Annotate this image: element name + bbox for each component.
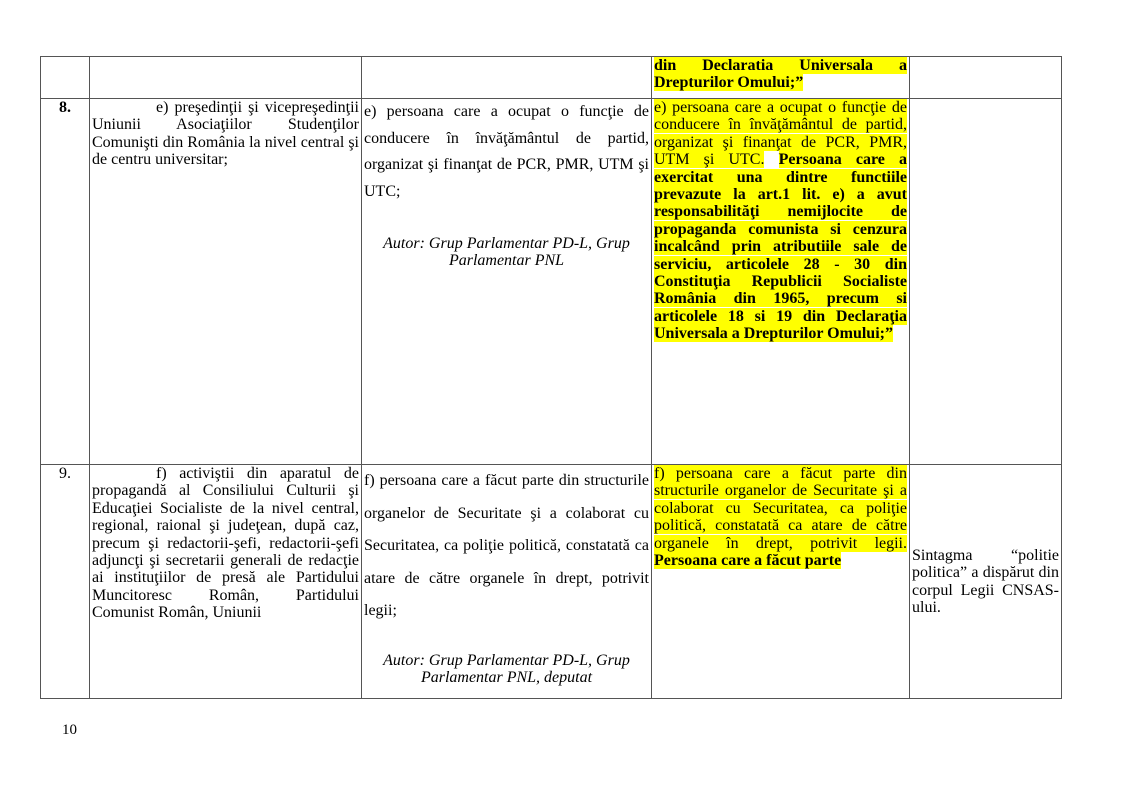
original-text: e) preşedinţii şi vicepreşedinţii Uniunii Asociaţiilor Studenţilor Comunişti din România la nivel central şi de centru universitar; <box>92 99 359 169</box>
proposed-text-cell <box>362 99 652 465</box>
committee-text: f) persoana care a făcut parte din structurile organelor de Securitate şi a colaborat cu Securitatea, ca poliţie politică, constatată ca atare de către organele în drept, potrivit legii. <box>654 465 907 552</box>
row-number: 8. <box>41 99 90 465</box>
committee-text-bold: Persoana care a făcut parte <box>654 552 842 570</box>
original-text-cell <box>90 99 362 465</box>
remarks-text: Sintagma “politie politica” a dispărut din corpul Legii CNSAS-ului. <box>912 546 1059 616</box>
number-cell <box>41 57 90 99</box>
author-note: Autor: Grup Parlamentar PD-L, Grup Parlamentar PNL, deputat <box>383 651 630 686</box>
proposed-text: e) persoana care a ocupat o funcţie de conducere în învăţământul de partid, organizat şi finanţat de PCR, PMR, UTM şi UTC; <box>364 103 649 200</box>
remarks-cell <box>910 57 1062 99</box>
amendments-table <box>40 56 1062 699</box>
committee-text-cell <box>652 465 910 699</box>
original-text-cell <box>90 57 362 99</box>
author-note: Autor: Grup Parlamentar PD-L, Grup Parlamentar PNL <box>383 235 630 270</box>
original-text-cell <box>90 465 362 699</box>
page-number: 10 <box>62 722 77 738</box>
original-text: f) activiştii din aparatul de propagandă al Consiliului Culturii şi Educaţiei Socialiste de la nivel central, regional, raional şi judeţean, după caz, precum şi redactorii-şefi, redactorii-şefi adjuncţi şi secretarii generali de redacţie ai instituţiilor de presă ale Partidului Muncitoresc Român, Partidului Comunist Român, Uniunii <box>92 465 359 622</box>
table-row <box>41 99 1062 465</box>
proposed-text: f) persoana care a făcut parte din structurile organelor de Securitate şi a colaborat cu Securitatea, ca poliţie politică, constatată ca atare de către organele în drept, potrivit legii; <box>364 472 649 619</box>
committee-text-cell <box>652 57 910 99</box>
committee-text-bold: Persoana care a exercitat una dintre functiile prevazute la art.1 lit. e) a avut responsabilităţi nemijlocite de propaganda comunista si cenzura incalcând prin atributiile sale de serviciu, articolele 28 - 30 din Constituţia Republicii Socialiste România din 1965, precum si articolele 18 si 19 din Declaraţia Universala a Drepturilor Omului;” <box>654 151 907 343</box>
committee-text-cell <box>652 99 910 465</box>
table-row <box>41 57 1062 99</box>
remarks-cell <box>910 99 1062 465</box>
proposed-text-cell <box>362 57 652 99</box>
proposed-text-cell <box>362 465 652 699</box>
committee-text: e) persoana care a ocupat o funcţie de conducere în învăţământul de partid, organizat şi finanţat de PCR, PMR, UTM şi UTC. <box>654 99 907 169</box>
continued-text: din Declaratia Universala a Drepturilor Omului;” <box>654 57 907 92</box>
remarks-cell <box>910 465 1062 699</box>
row-number: 9. <box>41 465 90 699</box>
table-row <box>41 465 1062 699</box>
